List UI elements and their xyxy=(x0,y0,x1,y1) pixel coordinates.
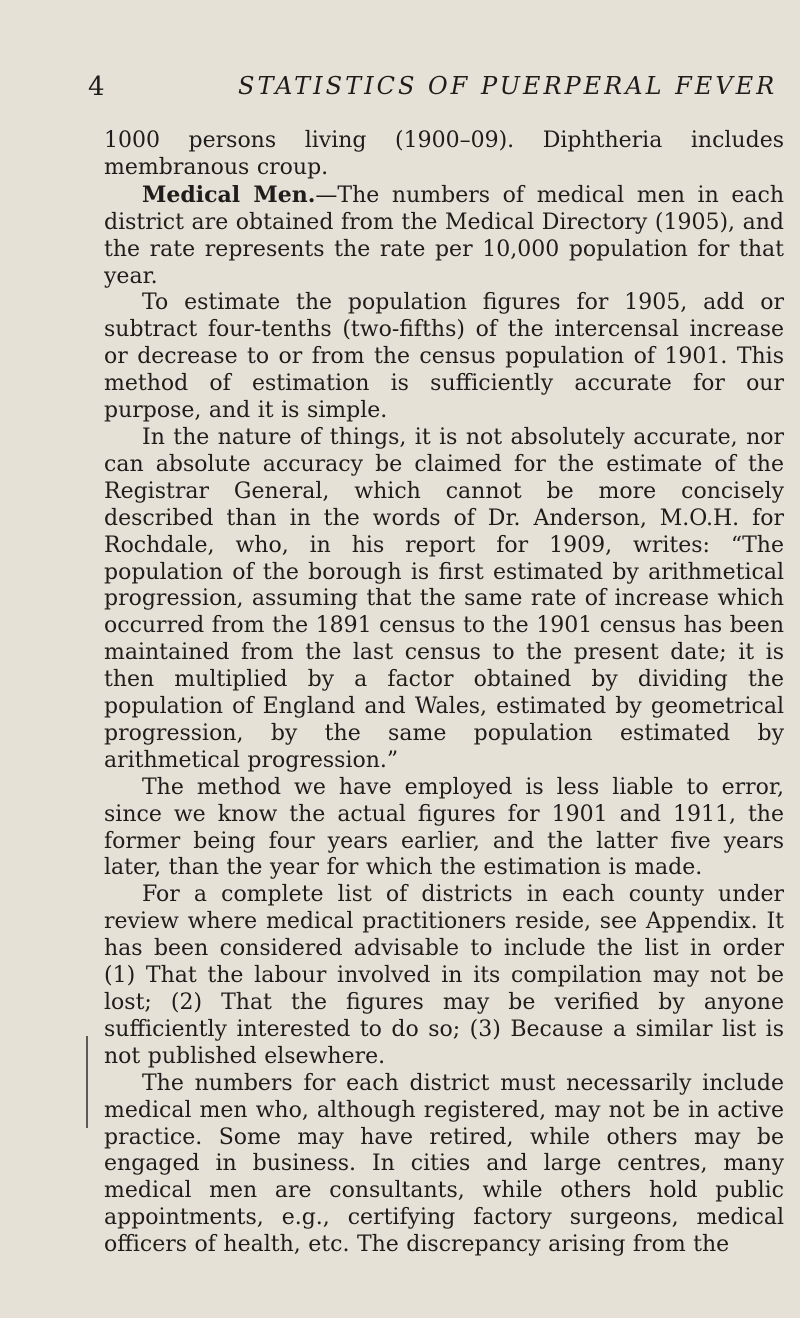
paragraph-7-text: The numbers for each district must necessarily include medical men who, although registered, may not be in active practice. Some may have retired, while others may be engaged in business. In cities and large centres, many medical men are consultants, while others hold public appointments, e.g., certifying factory surgeons, medical officers of health, etc. The discrepancy arising from the xyxy=(104,1070,784,1258)
paragraph-4 xyxy=(104,425,784,775)
paragraph-5 xyxy=(104,775,784,883)
paragraph-1-text: 1000 persons living (1900–09). Diphtheria includes membranous croup. xyxy=(104,128,784,180)
paragraph-2 xyxy=(104,182,784,291)
paragraph-6-text: For a complete list of districts in each county under review where medical practitioners reside, see Appendix. It has been considered advisable to include the list in order (1) That the labour involved in its compilation may not be lost; (2) That the figures may be verified by anyone sufficiently interested to do so; (3) Because a similar list is not published elsewhere. xyxy=(104,882,784,1069)
paragraph-4-text: In the nature of things, it is not absolutely accurate, nor can absolute accuracy be claimed for the estimate of the Registrar General, which cannot be more concisely described than in the words of Dr. Anderson, M.O.H. for Rochdale, who, in his report for 1909, writes: “The population of the borough is first estimated by arithmetical progression, assuming that the same rate of increase which occurred from the 1891 census to the 1901 census has been maintained from the last census to the present date; it is then multiplied by a factor obtained by dividing the population of England and Wales, estimated by geometrical progression, by the same population estimated by arithmetical progression.” xyxy=(104,424,784,773)
paragraph-3-text: To estimate the population figures for 1905, add or subtract four-tenths (two-fifths) of the intercensal increase or decrease to or from the census population of 1901. This method of estimation is sufficiently accurate for our purpose, and it is simple. xyxy=(104,290,784,424)
page-number: 4 xyxy=(88,72,105,102)
paragraph-2-lead: Medical Men. xyxy=(142,181,316,208)
running-title: STATISTICS OF PUERPERAL FEVER xyxy=(238,72,778,100)
running-head xyxy=(88,72,778,112)
paragraph-3 xyxy=(104,290,784,425)
paragraph-6 xyxy=(104,882,784,1070)
paragraph-7 xyxy=(104,1071,784,1259)
margin-rule xyxy=(86,1036,88,1128)
paragraph-1 xyxy=(104,128,784,182)
paragraph-5-text: The method we have employed is less liable to error, since we know the actual figures for 1901 and 1911, the former being four years earlier, and the latter five years later, than the year for which the estimation is made. xyxy=(104,774,784,881)
body-text xyxy=(104,128,784,1259)
paragraph-2-text: —The numbers of medical men in each district are obtained from the Medical Directory (1905), and the rate represents the rate per 10,000 population for that year. xyxy=(104,182,785,289)
